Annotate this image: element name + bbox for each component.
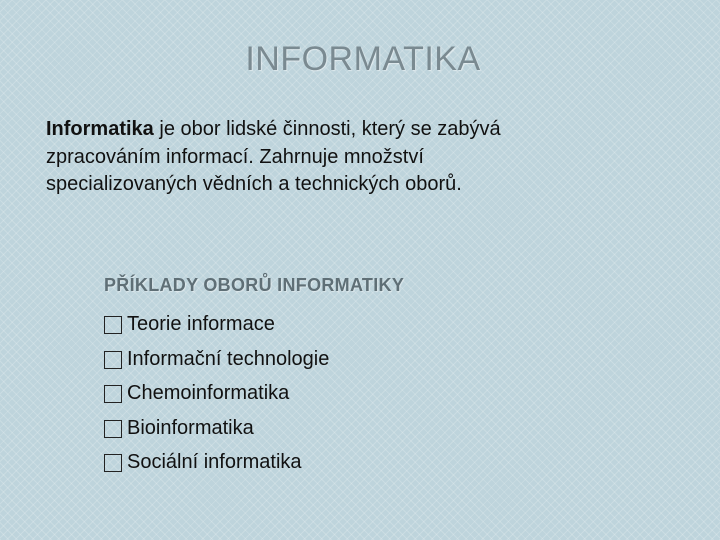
list-item-label: Sociální informatika — [127, 451, 302, 474]
list-item-label: Teorie informace — [127, 313, 275, 336]
intro-line-1-rest: je obor lidské činnosti, který se zabývá — [153, 118, 501, 140]
square-bullet-icon — [104, 385, 122, 403]
list-item — [104, 342, 329, 377]
list-item — [104, 376, 329, 411]
examples-heading: PŘÍKLADY OBORŮ INFORMATIKY — [104, 275, 405, 295]
list-item-label: Chemoinformatika — [127, 382, 290, 405]
list-item-label: Bioinformatika — [127, 416, 254, 439]
intro-paragraph — [46, 116, 686, 199]
intro-line-2: zpracováním informací. Zahrnuje množství — [46, 145, 424, 168]
list-item-label: Informační technologie — [127, 347, 330, 370]
slide-title: INFORMATIKA — [245, 40, 481, 78]
list-item — [104, 411, 329, 446]
list-item — [104, 307, 329, 342]
list-item — [104, 445, 329, 480]
intro-line-3: specializovaných vědních a technických oborů. — [46, 173, 462, 195]
square-bullet-icon — [104, 351, 122, 369]
intro-line-1 — [46, 116, 686, 144]
square-bullet-icon — [104, 454, 122, 472]
intro-term: Informatika — [46, 118, 154, 140]
square-bullet-icon — [104, 420, 122, 438]
square-bullet-icon — [104, 316, 122, 334]
examples-list — [104, 307, 329, 480]
